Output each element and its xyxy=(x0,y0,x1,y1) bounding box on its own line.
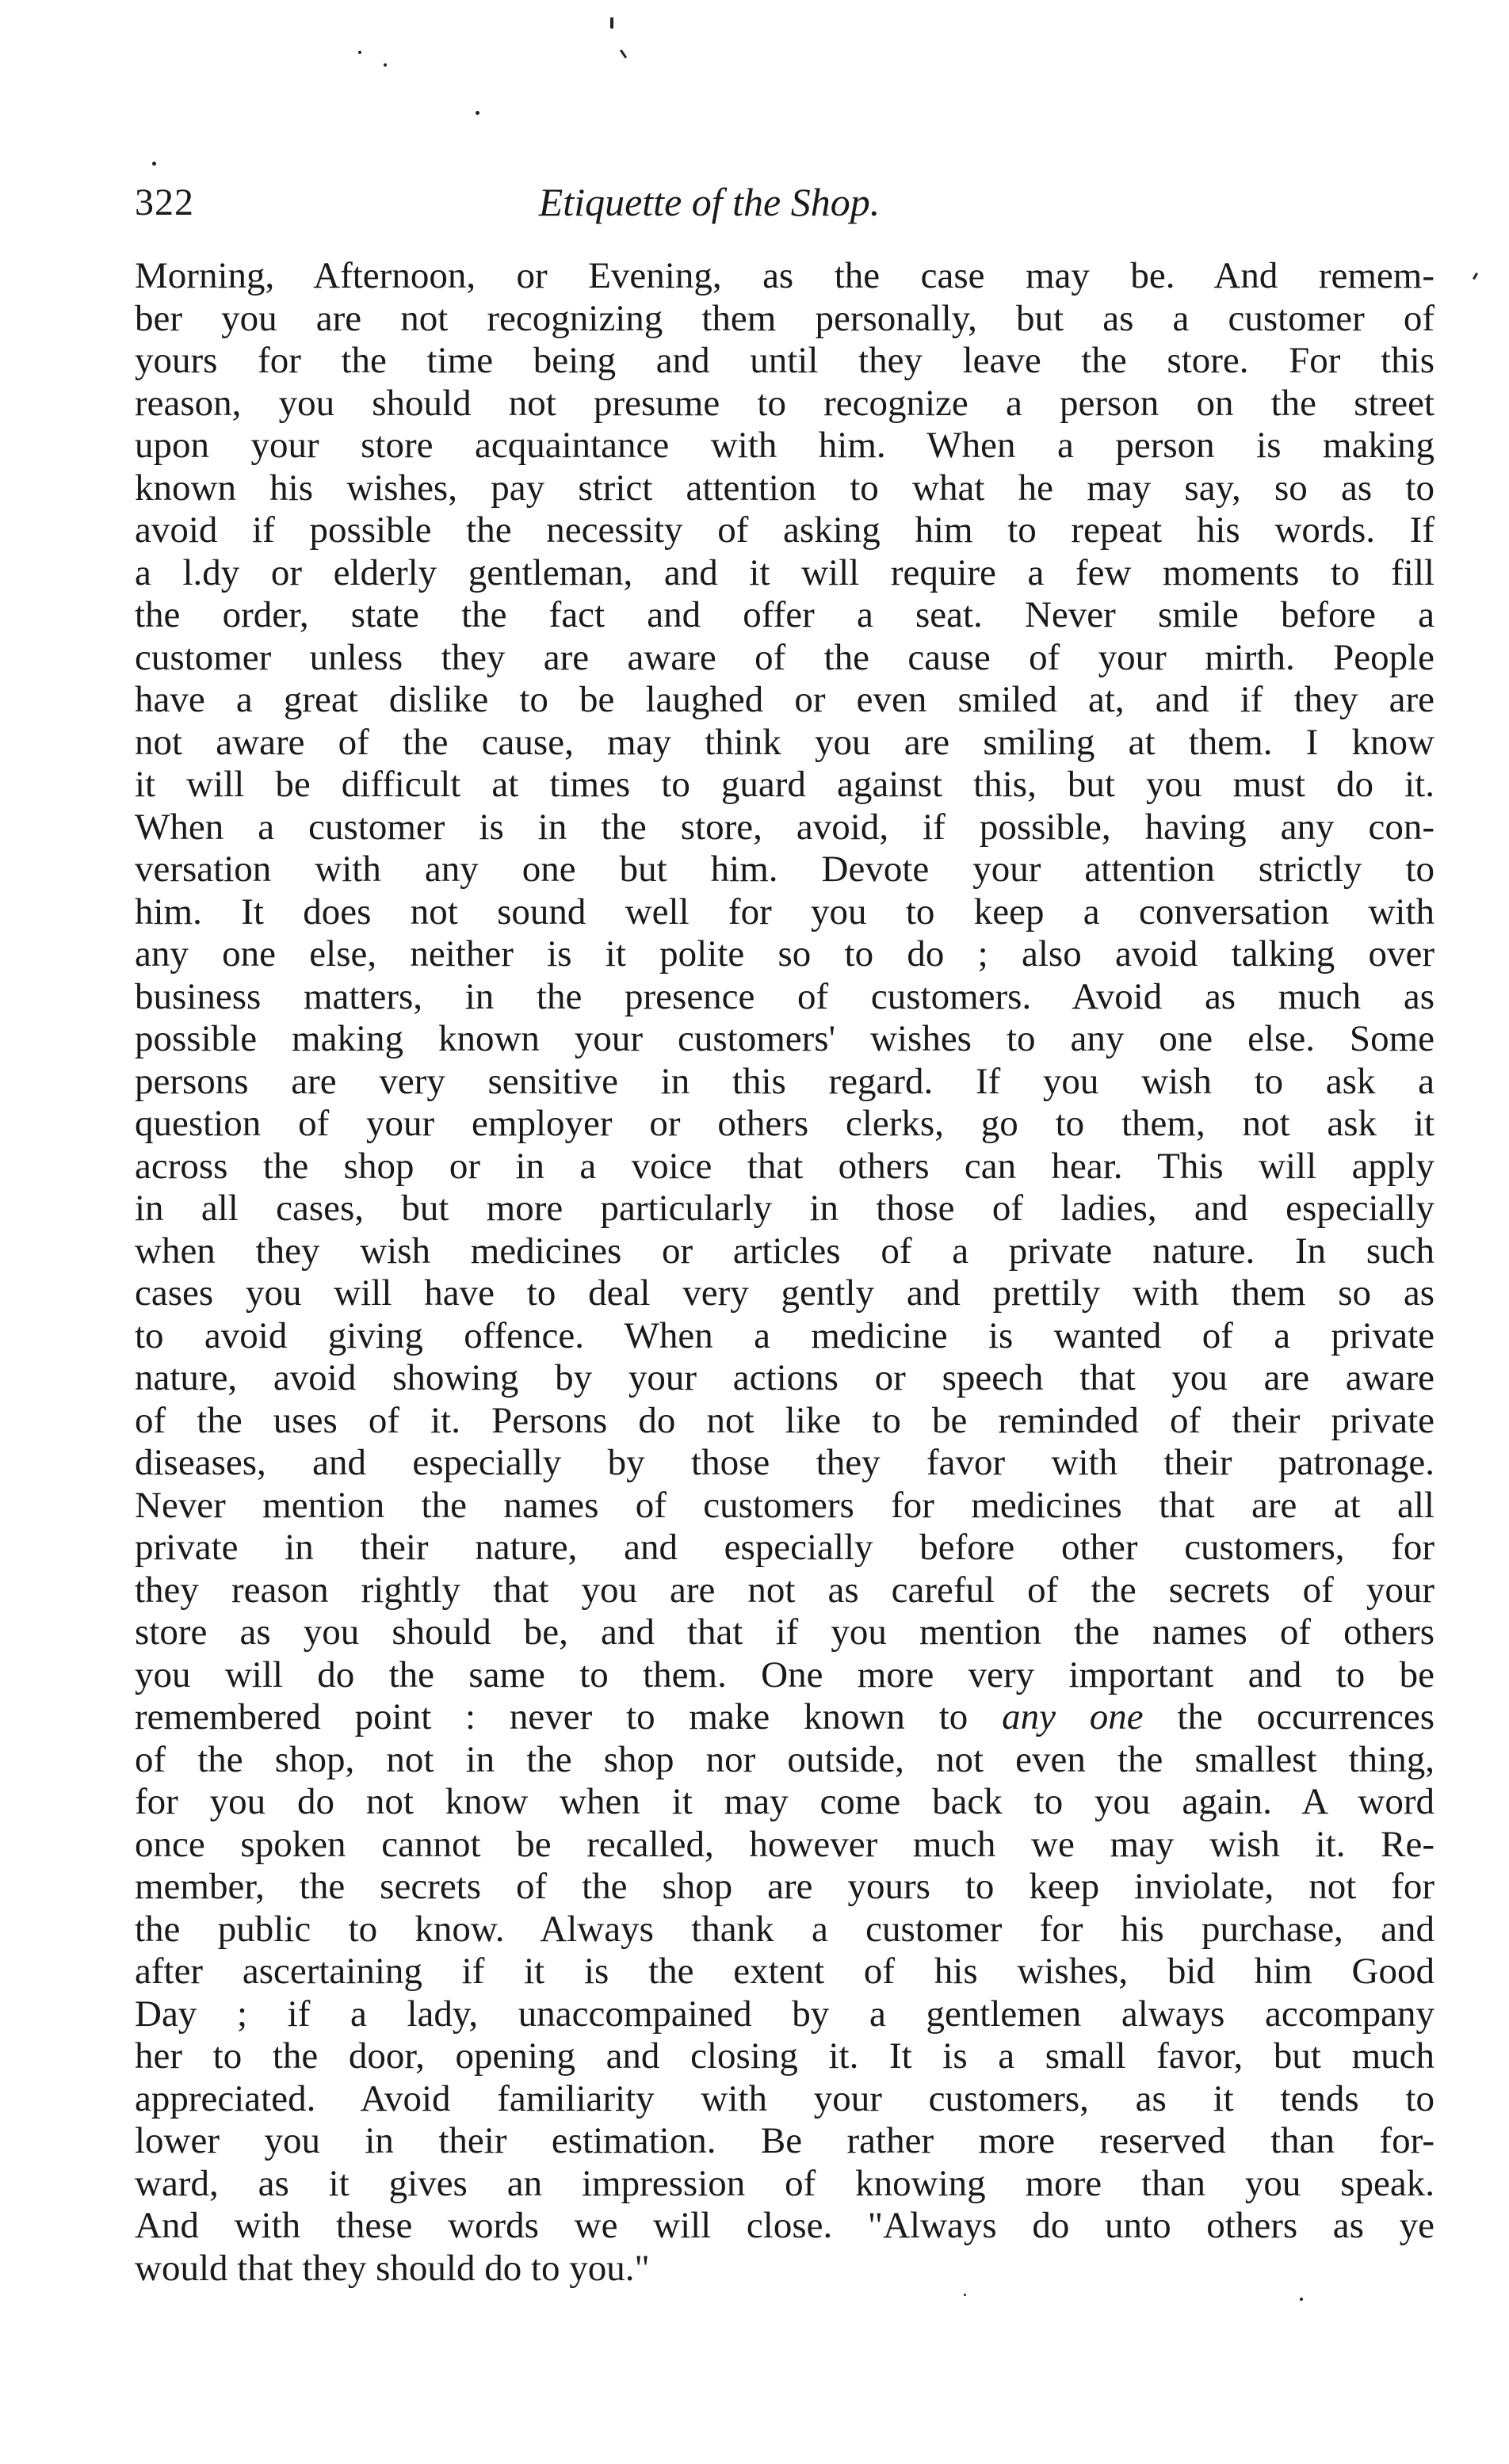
text-line: of the shop, not in the shop nor outside, not even the smallest thing, xyxy=(135,1738,1435,1780)
text-line: upon your store acquaintance with him. When a person is making xyxy=(135,425,1435,466)
text-line: lower you in their estimation. Be rather more reserved than for- xyxy=(135,2120,1435,2161)
text-line: possible making known your customers' wishes to any one else. Some xyxy=(135,1018,1435,1059)
text-line: for you do not know when it may come back to you again. A word xyxy=(135,1781,1435,1822)
print-speck xyxy=(1473,273,1478,280)
text-line: cases you will have to deal very gently and prettily with them so as xyxy=(135,1272,1435,1314)
text-line: known his wishes, pay strict attention to what he may say, so as to xyxy=(135,467,1435,509)
print-speck xyxy=(384,63,387,67)
text-line: across the shop or in a voice that others can hear. This will apply xyxy=(135,1145,1435,1187)
text-line: diseases, and especially by those they favor with their patronage. xyxy=(135,1442,1435,1483)
body-text xyxy=(135,255,1435,2290)
text-line: And with these words we will close. "Always do unto others as ye xyxy=(135,2205,1435,2246)
text-line: you will do the same to them. One more very important and to be xyxy=(135,1653,1435,1695)
print-speck xyxy=(610,17,613,29)
text-line: any one else, neither is it polite so to do ; also avoid talking over xyxy=(135,933,1435,975)
running-title: Etiquette of the Shop. xyxy=(538,180,881,224)
text-line: Never mention the names of customers for medicines that are at all xyxy=(135,1484,1435,1526)
page-header xyxy=(135,173,1435,236)
print-speck xyxy=(476,111,479,115)
print-speck xyxy=(964,2294,966,2296)
text-line: When a customer is in the store, avoid, if possible, having any con- xyxy=(135,806,1435,848)
page-number: 322 xyxy=(135,181,194,223)
text-line: the order, state the fact and offer a seat. Never smile before a xyxy=(135,594,1435,635)
text-line: in all cases, but more particularly in those of ladies, and especially xyxy=(135,1188,1435,1229)
text-line: ward, as it gives an impression of knowing more than you speak. xyxy=(135,2162,1435,2204)
text-line: reason, you should not presume to recognize a person on the street xyxy=(135,382,1435,424)
text-line: him. It does not sound well for you to keep a conversation with xyxy=(135,891,1435,933)
text-line: it will be difficult at times to guard against this, but you must do it. xyxy=(135,764,1435,805)
text-line: after ascertaining if it is the extent of his wishes, bid him Good xyxy=(135,1951,1435,1992)
text-line: of the uses of it. Persons do not like to be reminded of their private xyxy=(135,1399,1435,1441)
print-speck xyxy=(1300,2298,1303,2301)
text-line: when they wish medicines or articles of a private nature. In such xyxy=(135,1230,1435,1272)
text-line: once spoken cannot be recalled, however much we may wish it. Re- xyxy=(135,1823,1435,1865)
text-line: not aware of the cause, may think you are smiling at them. I know xyxy=(135,721,1435,763)
text-line: persons are very sensitive in this regard. If you wish to ask a xyxy=(135,1060,1435,1102)
text-line: nature, avoid showing by your actions or speech that you are aware xyxy=(135,1357,1435,1398)
text-line: her to the door, opening and closing it. It is a small favor, but much xyxy=(135,2035,1435,2077)
text-line: private in their nature, and especially before other customers, for xyxy=(135,1527,1435,1568)
italic-emphasis: any one xyxy=(1002,1696,1144,1737)
text-segment: the occurrences xyxy=(1177,1696,1435,1737)
text-line: yours for the time being and until they leave the store. For this xyxy=(135,340,1435,381)
text-line: the public to know. Always thank a customer for his purchase, and xyxy=(135,1908,1435,1950)
text-line: ber you are not recognizing them personally, but as a customer of xyxy=(135,297,1435,339)
text-line: store as you should be, and that if you mention the names of others xyxy=(135,1612,1435,1653)
text-line: customer unless they are aware of the cause of your mirth. People xyxy=(135,636,1435,678)
text-line: member, the secrets of the shop are yours to keep inviolate, not for xyxy=(135,1866,1435,1907)
text-line-with-italic xyxy=(135,1696,1435,1739)
print-speck xyxy=(358,51,361,54)
text-line: question of your employer or others clerks, go to them, not ask it xyxy=(135,1103,1435,1144)
text-line: a l.dy or elderly gentleman, and it will require a few moments to fill xyxy=(135,551,1435,593)
text-line: to avoid giving offence. When a medicine is wanted of a private xyxy=(135,1314,1435,1356)
text-line: have a great dislike to be laughed or even smiled at, and if they are xyxy=(135,679,1435,720)
text-line: business matters, in the presence of customers. Avoid as much as xyxy=(135,975,1435,1017)
text-line: avoid if possible the necessity of asking him to repeat his words. If xyxy=(135,509,1435,551)
print-speck xyxy=(152,162,156,166)
text-segment: remembered point : never to make known to xyxy=(135,1696,968,1737)
text-line: appreciated. Avoid familiarity with your customers, as it tends to xyxy=(135,2077,1435,2119)
text-line: they reason rightly that you are not as careful of the secrets of your xyxy=(135,1569,1435,1611)
text-line: Morning, Afternoon, or Evening, as the case may be. And remem- xyxy=(135,255,1435,296)
text-line: Day ; if a lady, unaccompained by a gentlemen always accompany xyxy=(135,1993,1435,2035)
text-line-last: would that they should do to you." xyxy=(135,2247,650,2289)
text-line: versation with any one but him. Devote your attention strictly to xyxy=(135,849,1435,890)
print-speck xyxy=(620,49,627,59)
